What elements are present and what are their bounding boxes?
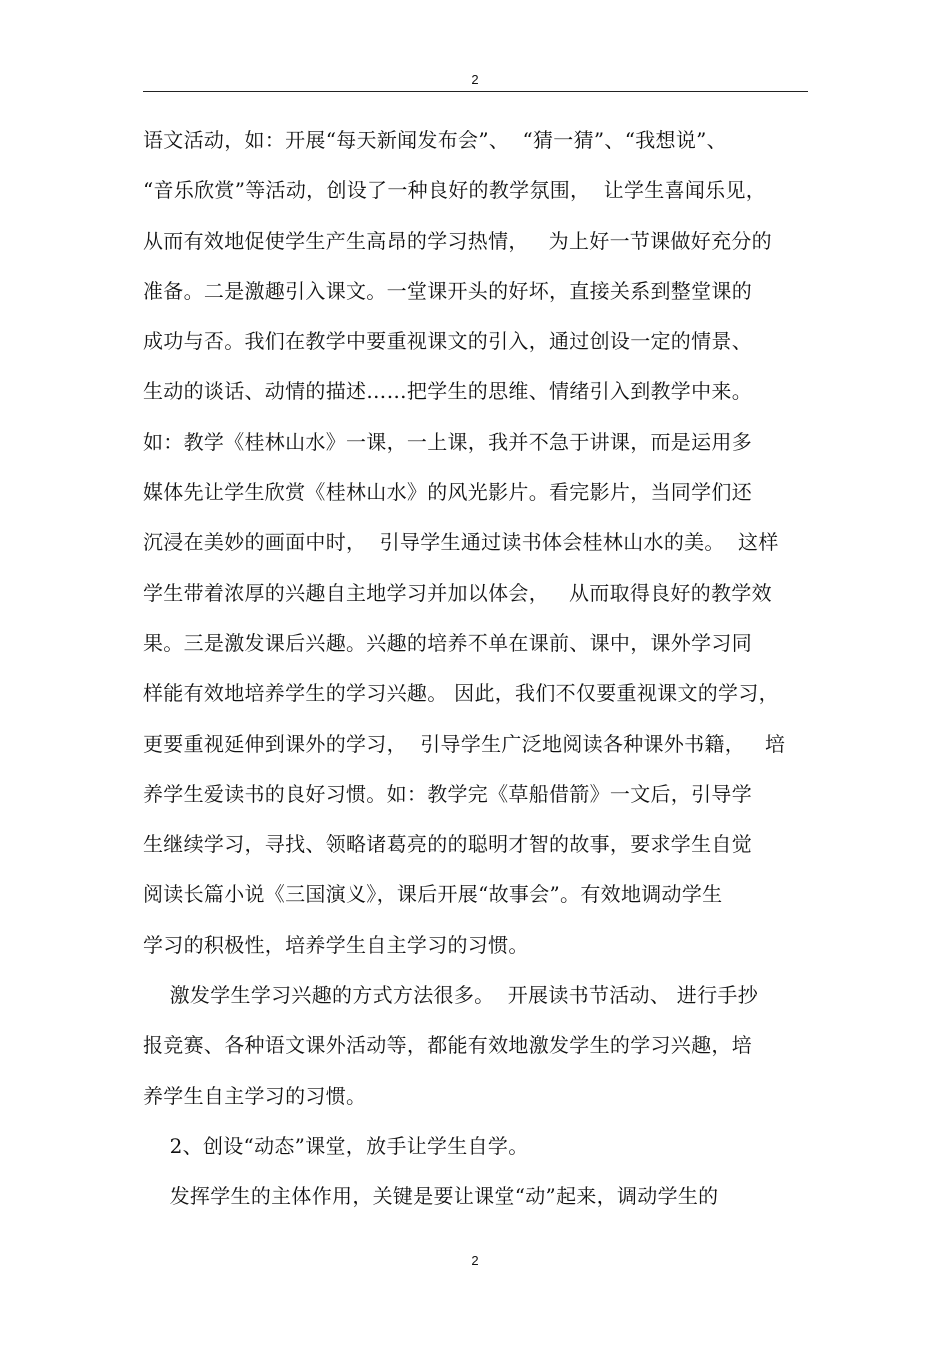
text-line: 媒体先让学生欣赏《桂林山水》的风光影片。看完影片，当同学们还	[143, 480, 752, 505]
text-line: 阅读长篇小说《三国演义》，课后开展“故事会”。有效地调动学生	[143, 882, 723, 907]
text-line: 更要重视延伸到课外的学习， 引导学生广泛地阅读各种课外书籍， 培	[143, 731, 786, 756]
text-line: 如：教学《桂林山水》一课，一上课，我并不急于讲课，而是运用多	[143, 429, 752, 454]
section-heading: 2、创设“动态”课堂，放手让学生自学。	[143, 1133, 529, 1158]
body-text	[143, 119, 808, 1226]
text-line: 沉浸在美妙的画面中时， 引导学生通过读书体会桂林山水的美。 这样	[143, 530, 779, 555]
text-line: 从而有效地促使学生产生高昂的学习热情， 为上好一节课做好充分的	[143, 228, 772, 253]
text-line: 语文活动，如：开展“每天新闻发布会”、 “猜一猜”、“我想说”、	[143, 128, 727, 152]
header-page-number: 2	[471, 72, 479, 87]
text-line: 果。三是激发课后兴趣。兴趣的培养不单在课前、课中，课外学习同	[143, 630, 752, 655]
paragraph-first-line: 发挥学生的主体作用，关键是要让课堂“动”起来，调动学生的	[143, 1184, 719, 1209]
text-line: 养学生爱读书的良好习惯。如：教学完《草船借箭》一文后，引导学	[143, 781, 752, 806]
paragraph-first-line: 激发学生学习兴趣的方式方法很多。 开展读书节活动、 进行手抄	[143, 983, 759, 1008]
footer-page-number: 2	[471, 1253, 479, 1268]
text-line: 准备。二是激趣引入课文。一堂课开头的好坏，直接关系到整堂课的	[143, 278, 752, 303]
text-line: 养学生自主学习的习惯。	[143, 1083, 367, 1108]
text-line: “音乐欣赏”等活动，创设了一种良好的教学氛围， 让学生喜闻乐见，	[143, 178, 767, 203]
text-line: 学习的积极性，培养学生自主学习的习惯。	[143, 932, 529, 957]
text-line: 报竞赛、各种语文课外活动等，都能有效地激发学生的学习兴趣，培	[143, 1033, 752, 1058]
text-line: 生继续学习，寻找、领略诸葛亮的的聪明才智的故事，要求学生自觉	[143, 832, 752, 857]
text-line: 生动的谈话、动情的描述……把学生的思维、情绪引入到教学中来。	[143, 379, 752, 404]
header-rule	[143, 91, 808, 92]
text-line: 样能有效地培养学生的学习兴趣。 因此，我们不仅要重视课文的学习，	[143, 681, 779, 706]
text-line: 学生带着浓厚的兴趣自主地学习并加以体会， 从而取得良好的教学效	[143, 580, 772, 605]
text-line: 成功与否。我们在教学中要重视课文的引入，通过创设一定的情景、	[143, 329, 752, 354]
